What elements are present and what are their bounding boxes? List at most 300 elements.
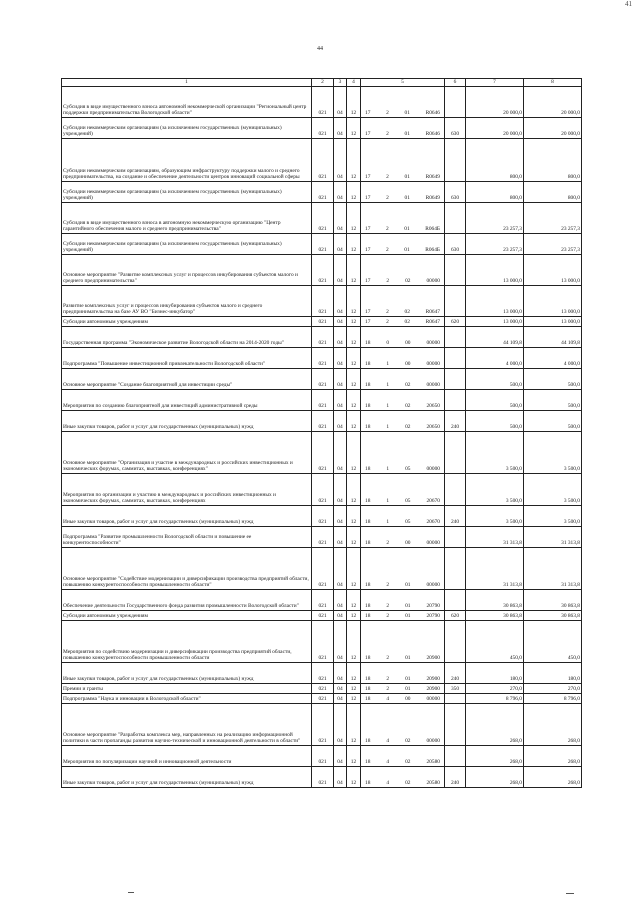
row-target-article [361, 317, 445, 327]
row-target-article [361, 234, 445, 255]
row-section: 04 [334, 87, 347, 118]
row-target-article [361, 182, 445, 203]
target-article-part: 1 [386, 361, 390, 368]
target-article-part: 00000 [426, 696, 440, 703]
row-amount-year2: 20 000,0 [524, 87, 582, 118]
row-target-article [361, 139, 445, 182]
row-name: Основное мероприятие "Организация и участие в международных и российских инвестиционных и экономических форумах, саммитах, выставках, конференциях" [62, 432, 312, 474]
row-amount-year2: 13 000,0 [524, 317, 582, 327]
row-grbs: 021 [312, 663, 334, 684]
target-article-part: 18 [365, 686, 371, 693]
row-target-article [361, 369, 445, 390]
row-name: Субсидии некоммерческим организациям (за исключением государственных (муниципальных) учреждений) [62, 118, 312, 139]
row-amount-year2: 3 500,0 [524, 506, 582, 527]
row-section: 04 [334, 548, 347, 590]
target-article-part: 18 [365, 780, 371, 787]
row-subsection: 12 [347, 611, 361, 621]
table-row [62, 203, 582, 234]
table-row [62, 87, 582, 118]
target-article-part: 20900 [426, 655, 440, 662]
row-subsection: 12 [347, 182, 361, 203]
table-row [62, 474, 582, 506]
target-article-part: 18 [365, 361, 371, 368]
target-article-part: 05 [405, 498, 411, 505]
row-target-article [361, 348, 445, 369]
target-article-part: 4 [386, 759, 390, 766]
row-target-article [361, 704, 445, 746]
target-article-part: R0649 [425, 174, 440, 181]
row-section: 04 [334, 182, 347, 203]
row-amount-year2: 30 863,8 [524, 590, 582, 611]
row-target-article [361, 203, 445, 234]
row-amount-year1: 13 000,0 [466, 317, 524, 327]
target-article-part: 01 [405, 603, 411, 610]
row-name: Иные закупки товаров, работ и услуг для государственных (муниципальных) нужд [62, 506, 312, 527]
table-row [62, 694, 582, 704]
row-subsection: 12 [347, 87, 361, 118]
target-article-part: 17 [365, 174, 371, 181]
row-name: Мероприятия по содействию модернизации и диверсификации производства предприятий области, повышению конкурентоспособности промышленности области [62, 621, 312, 663]
target-article-part: 18 [365, 382, 371, 389]
row-name: Иные закупки товаров, работ и услуг для государственных (муниципальных) нужд [62, 411, 312, 432]
row-grbs: 021 [312, 139, 334, 182]
row-section: 04 [334, 432, 347, 474]
target-article-part: 20790 [426, 603, 440, 610]
target-article-part: R064Б [425, 226, 440, 233]
target-article-parts [362, 582, 443, 589]
table-row [62, 506, 582, 527]
target-article-parts [362, 655, 443, 662]
row-name: Субсидии автономным учреждениям [62, 611, 312, 621]
row-target-article [361, 548, 445, 590]
target-article-part: 18 [365, 424, 371, 431]
row-amount-year2: 23 257,3 [524, 203, 582, 234]
target-article-part: 05 [405, 466, 411, 473]
row-target-article [361, 390, 445, 411]
row-name: Основное мероприятие "Разработка комплекса мер, направленных на реализацию информационной политики в части пропаганды развития научно-технической и инновационной деятельности в области" [62, 704, 312, 746]
row-amount-year1: 800,0 [466, 182, 524, 203]
row-amount-year2: 31 313,8 [524, 548, 582, 590]
row-grbs: 021 [312, 548, 334, 590]
target-article-part: 4 [386, 780, 390, 787]
row-grbs: 021 [312, 506, 334, 527]
row-amount-year2: 450,0 [524, 621, 582, 663]
row-subsection: 12 [347, 506, 361, 527]
row-expense-type [445, 746, 466, 767]
target-article-part: 20900 [426, 676, 440, 683]
row-target-article [361, 411, 445, 432]
target-article-part: 4 [386, 738, 390, 745]
target-article-part: 17 [365, 319, 371, 326]
row-grbs: 021 [312, 694, 334, 704]
target-article-part: 20670 [426, 519, 440, 526]
row-amount-year2: 3 500,0 [524, 474, 582, 506]
row-subsection: 12 [347, 369, 361, 390]
row-subsection: 12 [347, 139, 361, 182]
row-target-article [361, 621, 445, 663]
row-section: 04 [334, 474, 347, 506]
target-article-part: 02 [405, 424, 411, 431]
row-subsection: 12 [347, 348, 361, 369]
row-amount-year1: 800,0 [466, 139, 524, 182]
row-section: 04 [334, 694, 347, 704]
row-amount-year1: 268,0 [466, 767, 524, 788]
table-row [62, 182, 582, 203]
target-article-part: 01 [404, 131, 410, 138]
row-expense-type [445, 139, 466, 182]
row-expense-type [445, 203, 466, 234]
table-row [62, 548, 582, 590]
target-article-parts [362, 278, 443, 285]
row-target-article [361, 746, 445, 767]
target-article-part: 17 [365, 195, 371, 202]
row-section: 04 [334, 746, 347, 767]
row-amount-year1: 268,0 [466, 746, 524, 767]
row-amount-year1: 30 863,8 [466, 590, 524, 611]
target-article-part: 1 [386, 382, 390, 389]
row-subsection: 12 [347, 432, 361, 474]
row-expense-type: 240 [445, 663, 466, 684]
target-article-part: 18 [365, 655, 371, 662]
row-expense-type [445, 390, 466, 411]
target-article-part: 17 [365, 226, 371, 233]
target-article-parts [362, 498, 443, 505]
row-grbs: 021 [312, 411, 334, 432]
row-target-article [361, 118, 445, 139]
target-article-part: 17 [365, 278, 371, 285]
target-article-part: 02 [405, 780, 411, 787]
row-amount-year1: 44 109,8 [466, 327, 524, 348]
row-section: 04 [334, 611, 347, 621]
target-article-part: 18 [365, 466, 371, 473]
row-grbs: 021 [312, 767, 334, 788]
row-section: 04 [334, 369, 347, 390]
row-amount-year2: 180,0 [524, 663, 582, 684]
target-article-parts [362, 780, 443, 787]
target-article-part: 20580 [426, 780, 440, 787]
row-name: Подпрограмма "Повышение инвестиционной привлекательности Вологодской области" [62, 348, 312, 369]
row-subsection: 12 [347, 548, 361, 590]
target-article-part: 2 [385, 226, 389, 233]
target-article-part: 01 [404, 174, 410, 181]
row-expense-type: 350 [445, 684, 466, 694]
row-target-article [361, 611, 445, 621]
target-article-part: 02 [404, 319, 410, 326]
target-article-part: 02 [405, 382, 411, 389]
row-grbs: 021 [312, 87, 334, 118]
row-target-article [361, 506, 445, 527]
row-expense-type [445, 474, 466, 506]
target-article-part: 20650 [426, 424, 440, 431]
budget-table [61, 78, 582, 788]
row-subsection: 12 [347, 327, 361, 348]
target-article-part: 1 [386, 519, 390, 526]
target-article-part: 2 [386, 540, 390, 547]
row-expense-type [445, 432, 466, 474]
row-section: 04 [334, 684, 347, 694]
target-article-part: 18 [365, 582, 371, 589]
row-name: Основное мероприятие "Развитие комплексных услуг и процессов инкубирования субъектов малого и среднего предпринимательства" [62, 255, 312, 286]
row-target-article [361, 87, 445, 118]
scan-artifact-left [128, 892, 134, 893]
row-amount-year2: 4 000,0 [524, 348, 582, 369]
target-article-part: 2 [386, 195, 389, 202]
target-article-parts [362, 603, 443, 610]
row-amount-year1: 3 500,0 [466, 432, 524, 474]
target-article-parts [362, 174, 443, 181]
target-article-parts [362, 613, 443, 620]
row-amount-year1: 3 500,0 [466, 474, 524, 506]
target-article-part: 2 [386, 309, 389, 316]
row-amount-year1: 13 000,0 [466, 286, 524, 317]
table-row [62, 621, 582, 663]
row-grbs: 021 [312, 611, 334, 621]
row-section: 04 [334, 663, 347, 684]
row-grbs: 021 [312, 746, 334, 767]
row-section: 04 [334, 590, 347, 611]
row-name: Иные закупки товаров, работ и услуг для государственных (муниципальных) нужд [62, 767, 312, 788]
target-article-part: 01 [405, 582, 411, 589]
row-name: Мероприятия по организации и участию в международных и российских инвестиционных и экономических форумах, саммитах, выставках, конференциях [62, 474, 312, 506]
row-target-article [361, 474, 445, 506]
target-article-part: 2 [386, 582, 390, 589]
row-section: 04 [334, 327, 347, 348]
row-amount-year2: 268,0 [524, 704, 582, 746]
table-row [62, 317, 582, 327]
target-article-part: 01 [405, 613, 411, 620]
table-row [62, 411, 582, 432]
row-expense-type [445, 327, 466, 348]
row-name: Мероприятия по созданию благоприятной для инвестиций административной среды [62, 390, 312, 411]
target-article-parts [362, 110, 443, 117]
table-row [62, 432, 582, 474]
row-name: Обеспечение деятельности Государственного фонда развития промышленности Вологодской области" [62, 590, 312, 611]
row-grbs: 021 [312, 684, 334, 694]
row-amount-year1: 31 313,8 [466, 527, 524, 548]
row-expense-type [445, 369, 466, 390]
row-amount-year1: 268,0 [466, 704, 524, 746]
table-row [62, 684, 582, 694]
target-article-part: 1 [386, 403, 390, 410]
table-row [62, 704, 582, 746]
target-article-part: 20670 [426, 498, 440, 505]
target-article-part: R064Б [425, 247, 440, 254]
row-subsection: 12 [347, 694, 361, 704]
target-article-part: R0646 [425, 131, 440, 138]
row-target-article [361, 590, 445, 611]
target-article-part: 18 [365, 603, 371, 610]
target-article-part: 20650 [426, 403, 440, 410]
target-article-part: 18 [365, 403, 371, 410]
row-amount-year2: 20 000,0 [524, 118, 582, 139]
row-grbs: 021 [312, 369, 334, 390]
target-article-part: 00 [405, 361, 411, 368]
row-amount-year1: 180,0 [466, 663, 524, 684]
row-expense-type: 240 [445, 767, 466, 788]
corner-page-mark: 41 [625, 0, 632, 8]
row-subsection: 12 [347, 317, 361, 327]
row-name: Субсидии некоммерческим организациям (за исключением государственных (муниципальных) учреждений) [62, 182, 312, 203]
target-article-part: 02 [405, 278, 411, 285]
row-amount-year2: 13 000,0 [524, 255, 582, 286]
row-expense-type: 620 [445, 317, 466, 327]
row-amount-year2: 270,0 [524, 684, 582, 694]
row-target-article [361, 767, 445, 788]
row-subsection: 12 [347, 286, 361, 317]
target-article-parts [362, 382, 443, 389]
row-name: Основное мероприятие "Создание благоприятной для инвестиции среды" [62, 369, 312, 390]
row-amount-year1: 23 257,3 [466, 234, 524, 255]
row-amount-year2: 44 109,8 [524, 327, 582, 348]
target-article-part: R0647 [425, 309, 440, 316]
target-article-parts [362, 738, 443, 745]
row-target-article [361, 694, 445, 704]
row-subsection: 12 [347, 621, 361, 663]
row-grbs: 021 [312, 182, 334, 203]
target-article-part: R0647 [425, 319, 440, 326]
row-amount-year2: 30 863,8 [524, 611, 582, 621]
target-article-part: 2 [386, 110, 389, 117]
row-subsection: 12 [347, 590, 361, 611]
target-article-part: 18 [365, 340, 371, 347]
target-article-part: 01 [405, 676, 411, 683]
target-article-parts [362, 686, 443, 693]
table-row [62, 118, 582, 139]
col-header-name: 1 [62, 79, 312, 87]
row-expense-type [445, 590, 466, 611]
target-article-part: 1 [386, 424, 390, 431]
target-article-part: 4 [386, 696, 390, 703]
target-article-part: 2 [386, 131, 389, 138]
target-article-parts [362, 319, 443, 326]
target-article-part: 00000 [426, 361, 440, 368]
target-article-part: 2 [386, 613, 390, 620]
row-amount-year2: 8 796,0 [524, 694, 582, 704]
row-name: Субсидия в виде имущественного взноса автономной некоммерческой организации "Региональный центр поддержки предпринимательства Вологодской области" [62, 87, 312, 118]
table-row [62, 369, 582, 390]
table-row [62, 286, 582, 317]
target-article-part: 02 [405, 403, 411, 410]
row-name: Развитие комплексных услуг и процессов инкубирования субъектов малого и среднего предпринимательства на базе АУ ВО "Бизнес-инкубатор" [62, 286, 312, 317]
target-article-part: 2 [386, 655, 390, 662]
row-target-article [361, 255, 445, 286]
table-row [62, 527, 582, 548]
header-row [62, 79, 582, 87]
row-amount-year1: 20 000,0 [466, 118, 524, 139]
col-header-amount-year2: 8 [524, 79, 582, 87]
target-article-part: R0646 [425, 110, 440, 117]
target-article-parts [362, 195, 443, 202]
row-grbs: 021 [312, 286, 334, 317]
target-article-part: 17 [365, 247, 371, 254]
col-header-section: 3 [334, 79, 347, 87]
row-target-article [361, 684, 445, 694]
table-row [62, 767, 582, 788]
target-article-part: 18 [365, 696, 371, 703]
target-article-part: 1 [386, 498, 390, 505]
row-expense-type [445, 348, 466, 369]
row-grbs: 021 [312, 621, 334, 663]
target-article-part: 05 [405, 519, 411, 526]
row-grbs: 021 [312, 255, 334, 286]
target-article-parts [362, 759, 443, 766]
row-grbs: 021 [312, 474, 334, 506]
row-section: 04 [334, 411, 347, 432]
row-section: 04 [334, 203, 347, 234]
row-amount-year1: 500,0 [466, 369, 524, 390]
target-article-part: 18 [365, 738, 371, 745]
row-section: 04 [334, 139, 347, 182]
row-expense-type: 630 [445, 118, 466, 139]
row-name: Иные закупки товаров, работ и услуг для государственных (муниципальных) нужд [62, 663, 312, 684]
row-subsection: 12 [347, 527, 361, 548]
target-article-part: 00000 [426, 278, 440, 285]
target-article-part: 18 [365, 540, 371, 547]
row-target-article [361, 663, 445, 684]
row-amount-year1: 23 257,3 [466, 203, 524, 234]
row-name: Субсидии некоммерческим организациям (за исключением государственных (муниципальных) учреждений) [62, 234, 312, 255]
target-article-part: 0 [386, 340, 390, 347]
row-name: Субсидии некоммерческим организациям, образующим инфраструктуру поддержки малого и среднего предпринимательства, на создание и обеспечение деятельности центров инноваций социальной сферы [62, 139, 312, 182]
target-article-part: 20900 [426, 686, 440, 693]
table-row [62, 327, 582, 348]
target-article-part: 02 [405, 759, 411, 766]
row-section: 04 [334, 255, 347, 286]
row-grbs: 021 [312, 118, 334, 139]
row-amount-year1: 3 500,0 [466, 506, 524, 527]
row-subsection: 12 [347, 474, 361, 506]
target-article-part: 20790 [426, 613, 440, 620]
target-article-parts [362, 696, 443, 703]
row-section: 04 [334, 317, 347, 327]
row-section: 04 [334, 348, 347, 369]
row-grbs: 021 [312, 590, 334, 611]
row-amount-year2: 3 500,0 [524, 432, 582, 474]
row-amount-year1: 31 313,8 [466, 548, 524, 590]
row-name: Премии и гранты [62, 684, 312, 694]
target-article-part: 01 [404, 247, 410, 254]
row-grbs: 021 [312, 390, 334, 411]
target-article-part: 01 [404, 226, 410, 233]
target-article-part: 2 [386, 174, 389, 181]
target-article-part: 01 [404, 110, 410, 117]
row-amount-year2: 500,0 [524, 411, 582, 432]
row-expense-type [445, 255, 466, 286]
row-section: 04 [334, 506, 347, 527]
target-article-part: 18 [365, 613, 371, 620]
page-number: 44 [317, 46, 323, 52]
row-expense-type [445, 87, 466, 118]
row-name: Подпрограмма "Развитие промышленности Вологодской области и повышение ее конкурентоспособности" [62, 527, 312, 548]
row-expense-type [445, 694, 466, 704]
row-name: Государственная программа "Экономическое развитие Вологодской области на 2014-2020 годы" [62, 327, 312, 348]
col-header-grbs: 2 [312, 79, 334, 87]
row-section: 04 [334, 621, 347, 663]
row-target-article [361, 286, 445, 317]
target-article-part: 2 [386, 686, 390, 693]
target-article-part: 2 [386, 676, 390, 683]
scan-artifact-right [566, 893, 574, 894]
col-header-expense-type: 6 [445, 79, 466, 87]
target-article-part: 2 [386, 278, 390, 285]
row-amount-year2: 13 000,0 [524, 286, 582, 317]
row-expense-type [445, 548, 466, 590]
target-article-parts [362, 466, 443, 473]
row-grbs: 021 [312, 234, 334, 255]
row-subsection: 12 [347, 663, 361, 684]
row-section: 04 [334, 234, 347, 255]
col-header-amount-year1: 7 [466, 79, 524, 87]
